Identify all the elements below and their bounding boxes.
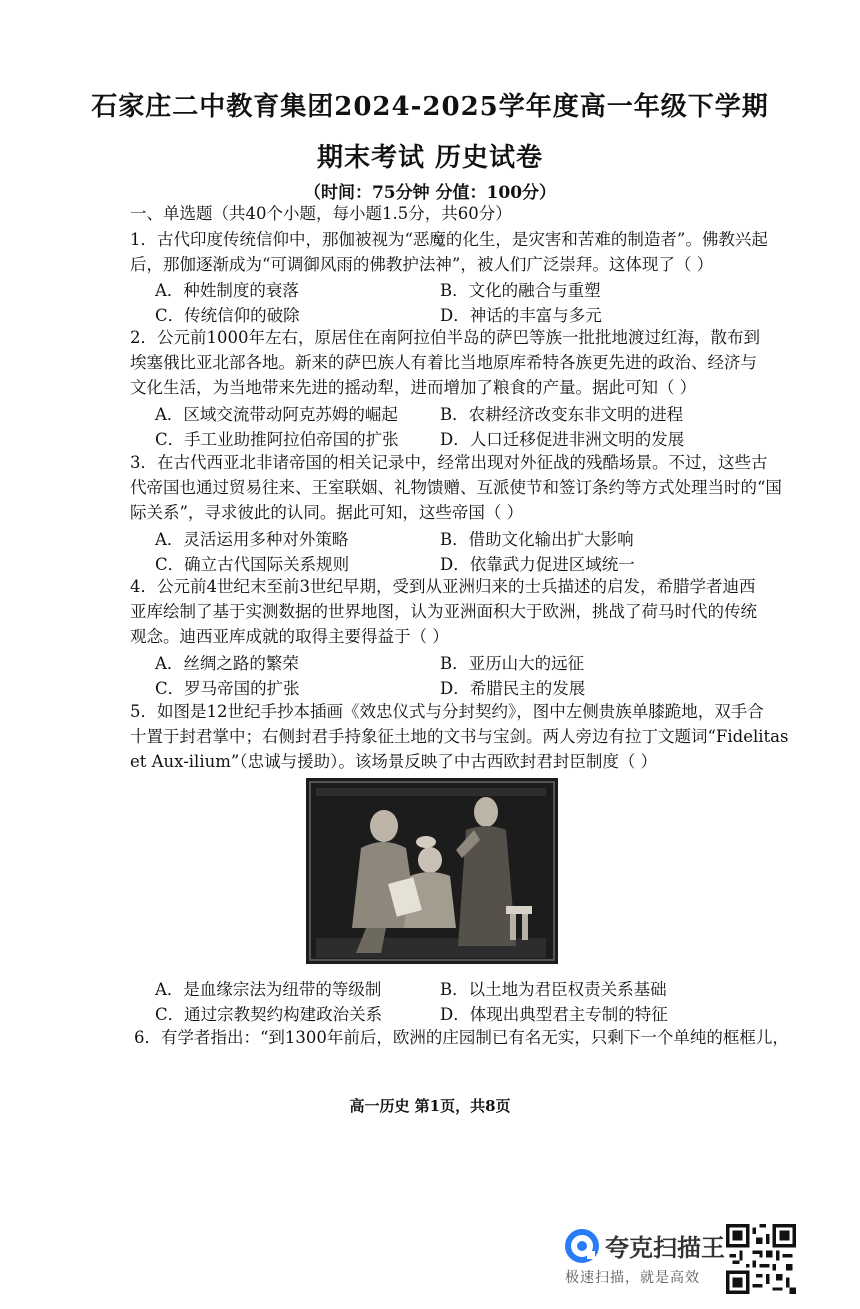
q4-line3: 观念。迪西亚库成就的取得主要得益于（ ） <box>130 627 449 646</box>
q6-line1: 6．有学者指出：“到1300年前后，欧洲的庄园制已有名无实，只剩下一个单纯的框框儿， <box>134 1028 789 1047</box>
q1-option-b: B．文化的融合与重塑 <box>440 281 601 300</box>
qr-code-icon <box>726 1224 796 1294</box>
q4-option-c: C．罗马帝国的扩张 <box>155 679 300 698</box>
exam-title-line2: 期末考试 历史试卷 <box>316 143 544 173</box>
q2-option-a: A．区域交流带动阿克苏姆的崛起 <box>155 405 398 424</box>
manuscript-illustration <box>306 778 558 964</box>
q3-option-d: D．依靠武力促进区域统一 <box>440 555 635 574</box>
q5-line2: 十置于封君掌中；右侧封君手持象征土地的文书与宝剑。两人旁边有拉丁文题词“Fidelitas <box>130 727 789 746</box>
q1-option-c: C．传统信仰的破除 <box>155 306 300 325</box>
q2-line2: 埃塞俄比亚北部各地。新来的萨巴族人有着比当地原库希特各族更先进的政治、经济与 <box>130 353 757 372</box>
scanner-logo-icon <box>565 1229 599 1263</box>
q4-option-b: B．亚历山大的远征 <box>440 654 585 673</box>
q3-option-b: B．借助文化输出扩大影响 <box>440 530 634 549</box>
q3-option-c: C．确立古代国际关系规则 <box>155 555 350 574</box>
manuscript-illustration-art <box>306 778 558 964</box>
q2-option-c: C．手工业助推阿拉伯帝国的扩张 <box>155 430 399 449</box>
q1-option-a: A．种姓制度的衰落 <box>155 281 299 300</box>
scanner-brand-name: 夸克扫描王 <box>605 1234 725 1262</box>
section-heading: 一、单选题（共40个小题，每小题1.5分，共60分） <box>130 204 512 223</box>
scanner-watermark <box>565 1228 725 1287</box>
q3-line3: 际关系”，寻求彼此的认同。据此可知，这些帝国（ ） <box>130 503 524 522</box>
q4-option-d: D．希腊民主的发展 <box>440 679 586 698</box>
q4-line1: 4．公元前4世纪末至前3世纪早期，受到从亚洲归来的士兵描述的启发，希腊学者迪西 <box>130 577 756 596</box>
exam-title-line1: 石家庄二中教育集团2024-2025学年度高一年级下学期 <box>91 92 769 122</box>
q1-option-d: D．神话的丰富与多元 <box>440 306 602 325</box>
q3-line1: 3．在古代西亚北非诸帝国的相关记录中，经常出现对外征战的残酷场景。不过，这些古 <box>130 453 768 472</box>
q4-option-a: A．丝绸之路的繁荣 <box>155 654 299 673</box>
qr-code <box>726 1224 796 1294</box>
q5-option-c: C．通过宗教契约构建政治关系 <box>155 1005 383 1024</box>
q2-line3: 文化生活，为当地带来先进的摇动犁，进而增加了粮食的产量。据此可知（ ） <box>130 378 697 397</box>
page-footer: 高一历史 第1页，共8页 <box>349 1097 511 1115</box>
q4-line2: 亚库绘制了基于实测数据的世界地图，认为亚洲面积大于欧洲，挑战了荷马时代的传统 <box>130 602 757 621</box>
q1-line1: 1．古代印度传统信仰中，那伽被视为“恶魔的化生，是灾害和苦难的制造者”。佛教兴起 <box>130 230 768 249</box>
q2-option-b: B．农耕经济改变东非文明的进程 <box>440 405 684 424</box>
q3-option-a: A．灵活运用多种对外策略 <box>155 530 349 549</box>
q1-line2: 后，那伽逐渐成为“可调御风雨的佛教护法神”，被人们广泛崇拜。这体现了（ ） <box>130 255 714 274</box>
exam-info: （时间：75分钟 分值：100分） <box>303 183 557 203</box>
scanner-slogan: 极速扫描，就是高效 <box>565 1270 700 1286</box>
q5-option-a: A．是血缘宗法为纽带的等级制 <box>155 980 382 999</box>
q2-option-d: D．人口迁移促进非洲文明的发展 <box>440 430 685 449</box>
q5-option-d: D．体现出典型君主专制的特征 <box>440 1005 668 1024</box>
q5-option-b: B．以土地为君臣权责关系基础 <box>440 980 667 999</box>
q2-line1: 2．公元前1000年左右，原居住在南阿拉伯半岛的萨巴等族一批批地渡过红海，散布到 <box>130 328 760 347</box>
q3-line2: 代帝国也通过贸易往来、王室联姻、礼物馈赠、互派使节和签订条约等方式处理当时的“国 <box>130 478 782 497</box>
q5-line3: et Aux-ilium”（忠诚与援助）。该场景反映了中古西欧封君封臣制度（ ） <box>130 752 658 771</box>
q5-line1: 5．如图是12世纪手抄本插画《效忠仪式与分封契约》，图中左侧贵族单膝跪地，双手合 <box>130 702 764 721</box>
